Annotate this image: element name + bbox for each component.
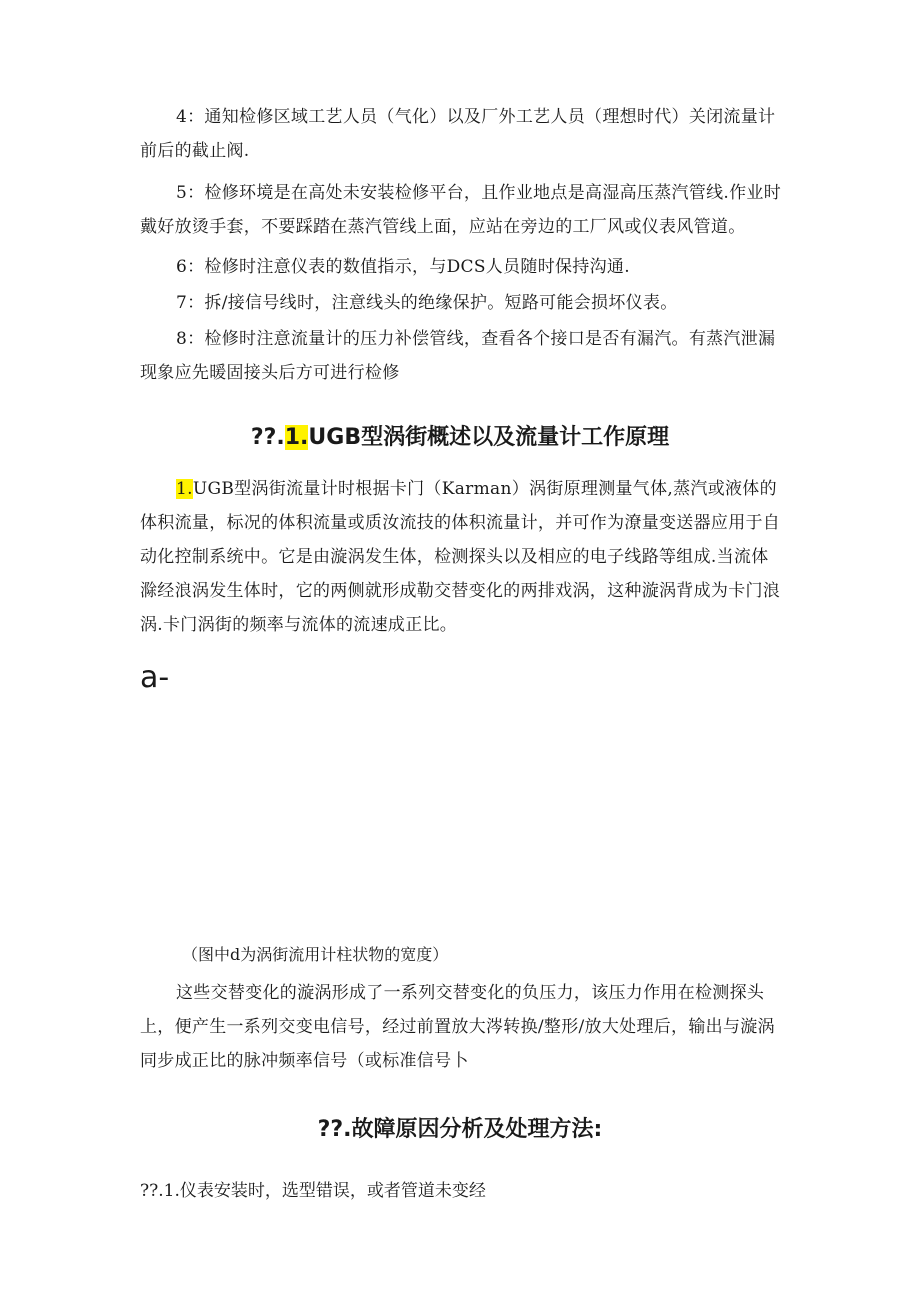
subsection-1-text: ??.1.仪表安装时，选型错误，或者管道未变经	[140, 1181, 486, 1201]
item-7-text: 7：拆/接信号线时，注意线头的绝缘保护。短路可能会损坏仪表。	[176, 293, 678, 313]
item-5-text: 5：检修环境是在高处未安装检修平台，且作业地点是高湿高压蒸汽管线.作业时戴好放烫手套，不要踩踏在蒸汽管线上面，应站在旁边的工厂风或仪表风管道。	[140, 183, 782, 237]
figure-blank-area	[140, 700, 780, 930]
heading-number-highlight: 1.	[284, 425, 309, 450]
intro-paragraph	[140, 472, 785, 642]
figure-label: a-	[140, 660, 170, 695]
section-1-heading	[0, 420, 920, 451]
item-8-text: 8：检修时注意流量计的压力补偿管线，查看各个接口是否有漏汽。有蒸汽泄漏现象应先暖固接头后方可进行检修	[140, 329, 776, 383]
figure-caption: （图中d为涡街流用计柱状物的宽度）	[182, 945, 449, 964]
heading-prefix: ??.	[250, 425, 285, 450]
intro-text: UGB型涡街流量计时根据卡门（Karman）涡街原理测量气体,蒸汽或液体的体积流量，标况的体积流量或质汝流技的体积流量计，并可作为潦量变送器应用于自动化控制系统中。它是由漩涡发生体，检测探头以及相应的电子线路等组成.当流体滁经浪涡发生体时，它的两侧就形成勒交替变化的两排戏涡，这种漩涡背成为卡门浪涡.卡门涡街的频率与流体的流速成正比。	[140, 479, 781, 635]
item-4-text: 4：通知检修区域工艺人员（气化）以及厂外工艺人员（理想时代）关闭流量计前后的截止阀.	[140, 107, 776, 161]
heading-title: UGB型涡街概述以及流量计工作原理	[308, 425, 670, 450]
intro-number-highlight: 1.	[176, 479, 193, 499]
item-6-text: 6：检修时注意仪表的数值指示，与DCS人员随时保持沟通.	[176, 257, 630, 277]
signal-paragraph: 这些交替变化的漩涡形成了一系列交替变化的负压力，该压力作用在检测探头上，便产生一系列交变电信号，经过前置放大涔转换/整形/放大处理后，输出与漩涡同步成正比的脉冲频率信号（或标准信号卜	[140, 983, 775, 1071]
section-2-heading: ??.故障原因分析及处理方法:	[317, 1117, 603, 1142]
